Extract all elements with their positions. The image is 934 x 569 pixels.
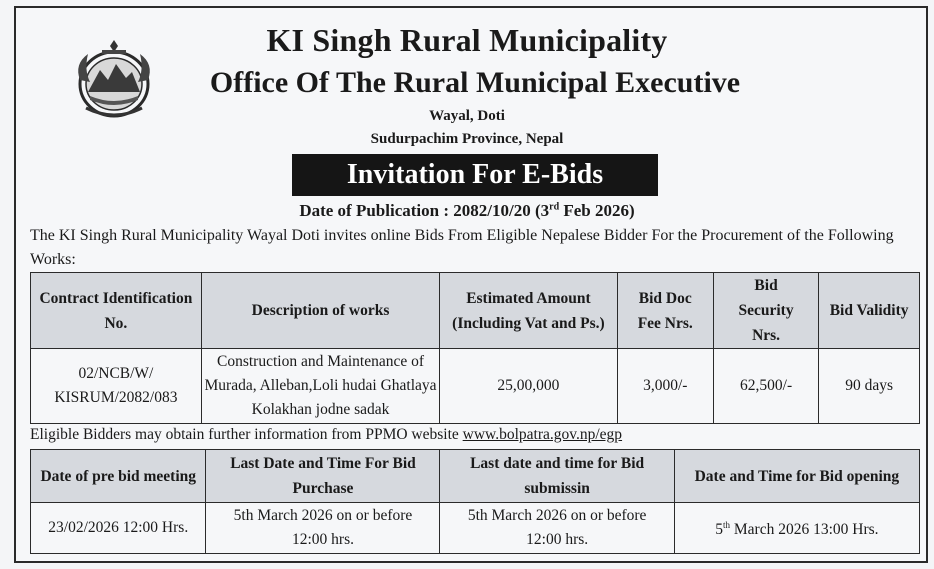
address-line-1: Wayal, Doti bbox=[429, 108, 505, 124]
header-bid-purchase: Last Date and Time For Bid Purchase bbox=[206, 450, 440, 503]
cell-contract-id: 02/NCB/W/ KISRUM/2082/083 bbox=[31, 349, 202, 424]
works-table bbox=[30, 272, 920, 424]
header-bid-submission: Last date and time for Bid submissin bbox=[440, 450, 674, 503]
header-pre-bid-meeting: Date of pre bid meeting bbox=[31, 450, 206, 503]
cell-bid-opening: 5th March 2026 13:00 Hrs. bbox=[674, 503, 919, 554]
works-table-header-row bbox=[31, 273, 920, 349]
header-bid-doc-fee: Bid Doc Fee Nrs. bbox=[617, 273, 713, 349]
header-bid-opening: Date and Time for Bid opening bbox=[674, 450, 919, 503]
cell-estimated-amount: 25,00,000 bbox=[440, 349, 617, 424]
cell-bid-validity: 90 days bbox=[819, 349, 920, 424]
intro-paragraph: The KI Singh Rural Municipality Wayal Doti invites online Bids From Eligible Nepalese Bidder For the Procurement of the Following Works: bbox=[30, 227, 894, 268]
table-row bbox=[31, 349, 920, 424]
cell-pre-bid-meeting: 23/02/2026 12:00 Hrs. bbox=[31, 503, 206, 554]
cell-bid-doc-fee: 3,000/- bbox=[617, 349, 713, 424]
header-bid-security: Bid Security Nrs. bbox=[713, 273, 818, 349]
bolpatra-link[interactable]: www.bolpatra.gov.np/egp bbox=[462, 426, 623, 443]
header-contract-id: Contract Identification No. bbox=[31, 273, 202, 349]
cell-bid-security: 62,500/- bbox=[713, 349, 818, 424]
publication-date: Date of Publication : 2082/10/20 (3rd Feb 2026) bbox=[299, 201, 635, 220]
municipality-title: KI Singh Rural Municipality bbox=[266, 22, 668, 58]
cell-bid-submission: 5th March 2026 on or before 12:00 hrs. bbox=[440, 503, 674, 554]
address-line-2: Sudurpachim Province, Nepal bbox=[370, 131, 564, 147]
ppmo-note: Eligible Bidders may obtain further information from PPMO website www.bolpatra.gov.np/egp bbox=[30, 426, 623, 443]
header-estimated-amount: Estimated Amount (Including Vat and Ps.) bbox=[440, 273, 617, 349]
header-description: Description of works bbox=[201, 273, 439, 349]
cell-bid-purchase: 5th March 2026 on or before 12:00 hrs. bbox=[206, 503, 440, 554]
dates-table bbox=[30, 449, 920, 554]
header-bid-validity: Bid Validity bbox=[819, 273, 920, 349]
office-title: Office Of The Rural Municipal Executive bbox=[209, 66, 741, 99]
table-row bbox=[31, 503, 920, 554]
dates-table-header-row bbox=[31, 450, 920, 503]
invitation-banner: Invitation For E-Bids bbox=[292, 154, 658, 196]
cell-description: Construction and Maintenance of Murada, Alleban,Loli hudai Ghatlaya Kolakhan jodne sadak bbox=[201, 349, 439, 424]
